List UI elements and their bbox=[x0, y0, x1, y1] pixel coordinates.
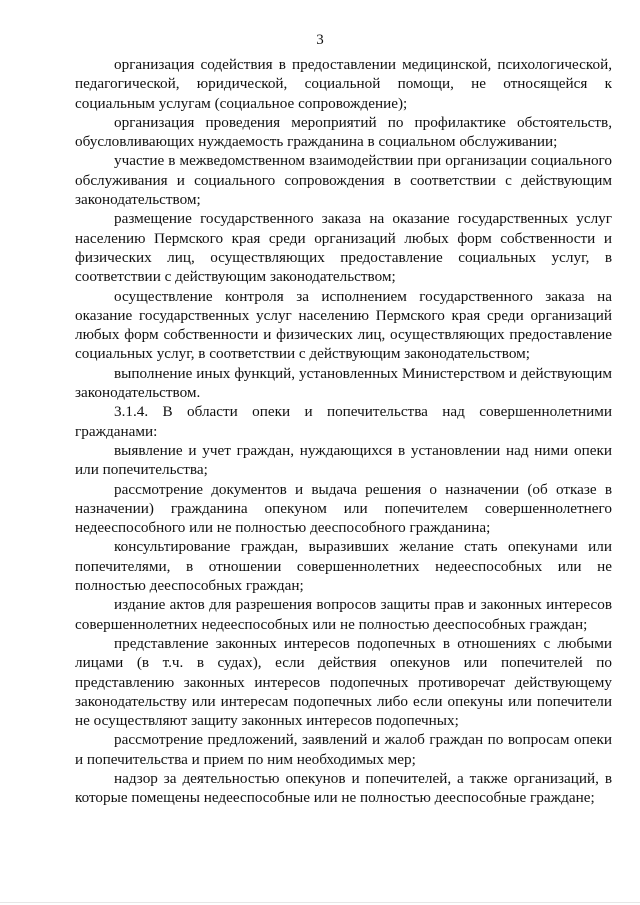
paragraph-state-order-control: осуществление контроля за исполнением государственного заказа на оказание государственных услуг населению Пермского края среди организаций любых форм собственности и физических лиц, осуществляющих предоставление социальных услуг, в соответствии с действующим законодательством; bbox=[75, 287, 612, 363]
document-body bbox=[75, 55, 612, 808]
page-number: 3 bbox=[316, 32, 324, 48]
paragraph-other-functions: выполнение иных функций, установленных Министерством и действующим законодательством. bbox=[75, 364, 612, 402]
page-bottom-divider bbox=[0, 902, 640, 903]
paragraph-issuing-acts: издание актов для разрешения вопросов защиты прав и законных интересов совершеннолетних недееспособных или не полностью дееспособных граждан; bbox=[75, 596, 612, 633]
paragraph-interagency-cooperation: участие в межведомственном взаимодействии при организации социального обслуживания и социального сопровождения в соответствии с действующим законодательством; bbox=[75, 152, 612, 209]
paragraph-representation-interests: представление законных интересов подопечных в отношениях с любыми лицами (в т.ч. в судах), если действия опекунов или попечителей по представлению законных интересов подопечных противоречат действующему законодательству или интересам подопечных либо если опекуны или попечители не осуществляют защиту законных интересов подопечных; bbox=[75, 634, 612, 730]
paragraph-state-order-placement: размещение государственного заказа на оказание государственных услуг населению Пермского края среди организаций любых форм собственности и физических лиц, осуществляющих предоставление социальных услуг, в соответствии с действующим законодательством; bbox=[75, 210, 612, 286]
paragraph-guardian-appointment: рассмотрение документов и выдача решения о назначении (об отказе в назначении) гражданина опекуном или попечителем совершеннолетнего недееспособного или не полностью дееспособного гражданина; bbox=[75, 480, 612, 537]
paragraph-social-support: организация содействия в предоставлении медицинской, психологической, педагогической, юридической, социальной помощи, не относящейся к социальным услугам (социальное сопровождение); bbox=[75, 56, 612, 112]
paragraph-consulting-citizens: консультирование граждан, выразивших желание стать опекунами или попечителями, в отношении совершеннолетних недееспособных или не полностью дееспособных граждан; bbox=[75, 538, 612, 595]
paragraph-supervision: надзор за деятельностью опекунов и попечителей, а также организаций, в которые помещены недееспособные или не полностью дееспособные граждане; bbox=[75, 769, 612, 807]
paragraph-complaints-review: рассмотрение предложений, заявлений и жалоб граждан по вопросам опеки и попечительства и прием по ним необходимых мер; bbox=[75, 731, 612, 768]
section-heading-3-1-4: 3.1.4. В области опеки и попечительства над совершеннолетними гражданами: bbox=[75, 403, 612, 440]
paragraph-prevention-measures: организация проведения мероприятий по профилактике обстоятельств, обусловливающих нуждаемость гражданина в социальном обслуживании; bbox=[75, 113, 612, 151]
paragraph-identification-registration: выявление и учет граждан, нуждающихся в установлении над ними опеки или попечительства; bbox=[75, 441, 612, 479]
